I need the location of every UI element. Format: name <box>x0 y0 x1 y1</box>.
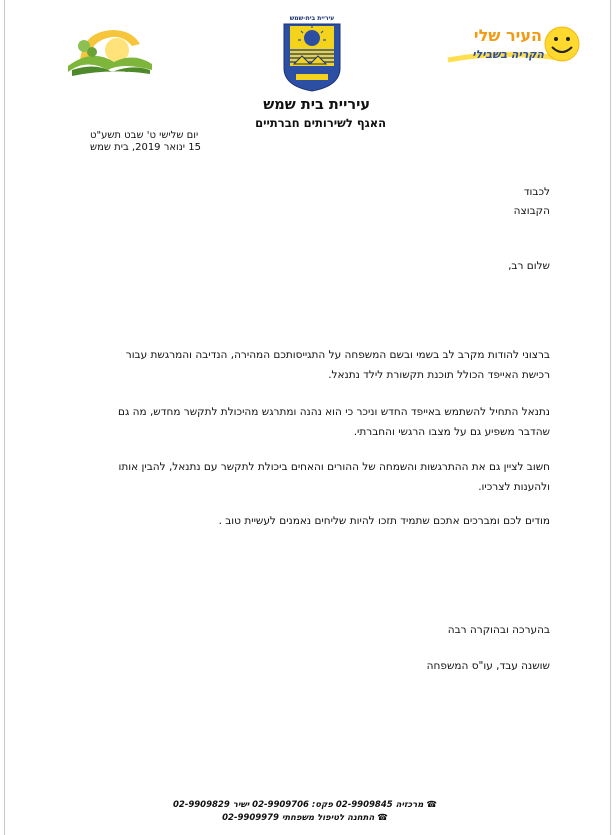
paragraph-3: חשוב לציין גם את ההתרגשות והשמחה של ההורים והאחים ביכולת לתקשר עם נתנאל, להבין אותו ולהענות לצרכיו. <box>118 461 550 493</box>
paragraph-1: ברצוני להודות מקרב לב בשמי ובשם המשפחה על התגייסותכם המהירה, הנדיבה והמרגשת עבור רכישת האייפד הכולל תוכנת תקשורת לילד נתנאל. <box>125 349 550 381</box>
hebrew-date: יום שלישי ט' שבט תשע"ט <box>90 130 199 141</box>
department-name: האגף לשירותים חברתיים <box>255 116 386 130</box>
footer-phones: ☎ מרכזיה 02-9909845 פקס: 02-9909706 ישיר 02-9909829 <box>173 800 437 810</box>
footer-family-center: ☎ התחנה לטיפול משפחתי 02-9909979 <box>222 813 388 823</box>
left-logo-caption: בית שמש <box>125 68 146 74</box>
city-crest-emblem-icon <box>282 16 342 92</box>
paragraph-2: נתנאל התחיל להשתמש באייפד החדש וניכר כי הוא נהנה ומתרגש מהיכולת לתקשר מחדש, מה גם שהדבר משפיע גם על מצבו הרגשי והחברתי. <box>117 406 550 438</box>
city-crest <box>282 16 342 92</box>
right-logo <box>440 20 580 76</box>
right-logo-subtitle: הקריה בשבילי <box>472 48 544 61</box>
signature: שושנה עבד, עו"ס המשפחה <box>426 660 550 672</box>
closing: בהערכה ובהוקרה רבה <box>447 624 550 636</box>
left-logo <box>62 22 154 78</box>
city-name: עיריית בית שמש <box>263 97 370 113</box>
recipient-line2: הקבוצה <box>513 205 550 217</box>
greeting: שלום רב, <box>508 260 550 272</box>
recipient-line1: לכבוד <box>523 186 550 198</box>
crest-label: עיריית בית-שמש <box>289 15 335 22</box>
page-border-left <box>4 0 5 835</box>
paragraph-4: מודים לכם ומברכים אתכם שתמיד תזכו להיות שליחים נאמנים לעשיית טוב . <box>218 515 550 527</box>
page-border-right <box>610 0 611 835</box>
right-logo-title: העיר שלי <box>473 26 542 45</box>
gregorian-date: 15 ינואר 2019, בית שמש <box>90 142 201 153</box>
